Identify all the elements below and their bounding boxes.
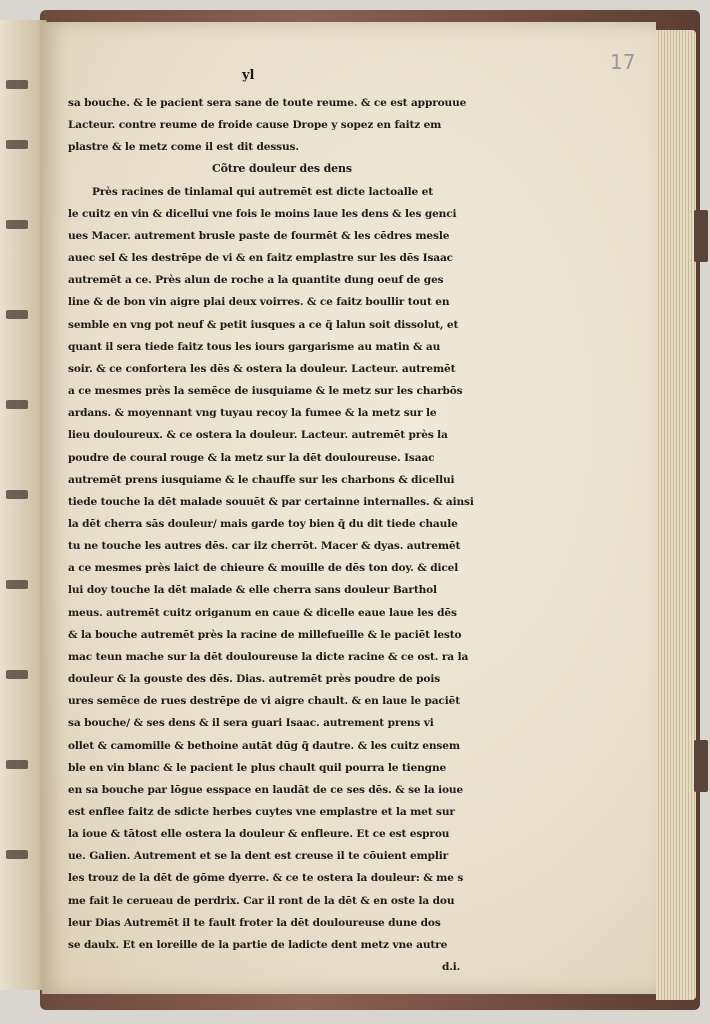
text-line: se daulx. Et en loreille de la partie de ladicte dent metz vne autre xyxy=(68,938,448,951)
text-line: semble en vng pot neuf & petit iusques a ce q̃ lalun soit dissolut, et xyxy=(68,318,459,331)
text-line: les trouz de la dēt de gōme dyerre. & ce te ostera la douleur: & me s xyxy=(68,872,464,885)
text-line: plastre & le metz come il est dit dessus. xyxy=(68,141,299,154)
text-line: meus. autremēt cuitz origanum en caue & dicelle eaue laue les dēs xyxy=(68,606,457,619)
facing-page-text-fragment xyxy=(6,80,28,89)
facing-page-text-fragment xyxy=(6,400,28,409)
text-line: ble en vin blanc & le pacient le plus chault quil pourra le tiengne xyxy=(68,761,447,774)
text-line: douleur & la gouste des dēs. Dias. autremēt près poudre de pois xyxy=(68,673,441,686)
book-page xyxy=(42,22,656,994)
text-line: ardans. & moyennant vng tuyau recoy la fumee & la metz sur le xyxy=(68,407,437,420)
facing-page-text-fragment xyxy=(6,310,28,319)
text-line: Près racines de tinlamal qui autremēt est dicte lactoalle et xyxy=(92,185,433,198)
folio-number: 17 xyxy=(610,50,636,74)
text-line: a ce mesmes près laict de chieure & mouille de dēs ton doy. & dicel xyxy=(68,562,459,575)
text-line: ollet & camomille & bethoine autāt dūg q̃ dautre. & les cuitz ensem xyxy=(68,739,460,752)
text-line: en sa bouche par lōgue esspace en laudāt de ce ses dēs. & se la ioue xyxy=(68,783,464,796)
text-line: a ce mesmes près la semēce de iusquiame & le metz sur les charbōs xyxy=(68,385,463,398)
text-line: autremēt prens iusquiame & le chauffe sur les charbons & dicellui xyxy=(68,473,455,486)
text-line: ues Macer. autrement brusle paste de fourmēt & les cēdres mesle xyxy=(68,229,450,242)
facing-page-text-fragment xyxy=(6,220,28,229)
facing-page-edge xyxy=(0,20,47,990)
text-line: la dēt cherra sās douleur/ mais garde toy bien q̃ du dit tiede chaule xyxy=(68,517,458,530)
text-line: Lacteur. contre reume de froide cause Drope y sopez en faitz em xyxy=(68,119,442,132)
text-line: leur Dias Autremēt il te fault froter la dēt douloureuse dune dos xyxy=(68,916,441,929)
section-heading: Cõtre douleur des dens xyxy=(212,162,352,176)
facing-page-text-fragment xyxy=(6,760,28,769)
text-line: sa bouche/ & ses dens & il sera guari Isaac. autrement prens vi xyxy=(68,717,434,730)
text-line: tu ne touche les autres dēs. car ilz cherrōt. Macer & dyas. autremēt xyxy=(68,540,461,553)
text-line: sa bouche. & le pacient sera sane de toute reume. & ce est approuue xyxy=(68,97,467,109)
facing-page-text-fragment xyxy=(6,490,28,499)
catchword: d.i. xyxy=(442,961,461,974)
page-block-edge xyxy=(656,30,696,1000)
clasp-tab xyxy=(694,210,708,262)
page-text xyxy=(42,92,502,978)
facing-page-text-fragment xyxy=(6,670,28,679)
text-line: la ioue & tātost elle ostera la douleur & enfleure. Et ce est esprou xyxy=(68,828,450,841)
text-line: mac teun mache sur la dēt douloureuse la dicte racine & ce ost. ra la xyxy=(68,650,469,663)
text-line: est enflee faitz de sdicte herbes cuytes vne emplastre et la met sur xyxy=(68,806,455,818)
text-line: lui doy touche la dēt malade & elle cherra sans douleur Barthol xyxy=(68,584,437,597)
text-line: soir. & ce confortera les dēs & ostera la douleur. Lacteur. autremēt xyxy=(68,362,456,375)
text-line: ures semēce de rues destrēpe de vi aigre chault. & en laue le paciēt xyxy=(68,695,460,708)
text-line: auec sel & les destrēpe de vi & en faitz emplastre sur les dēs Isaac xyxy=(68,252,453,265)
text-line: ue. Galien. Autrement et se la dent est creuse il te cōuient emplir xyxy=(68,850,449,863)
running-head: yl xyxy=(242,68,255,83)
clasp-tab xyxy=(694,740,708,792)
text-line: poudre de coural rouge & la metz sur la dēt douloureuse. Isaac xyxy=(68,451,435,464)
text-line: quant il sera tiede faitz tous les iours gargarisme au matin & au xyxy=(68,340,441,353)
text-line: me fait le cerueau de perdrix. Car il ront de la dēt & en oste la dou xyxy=(68,894,455,907)
text-line: lieu douloureux. & ce ostera la douleur. Lacteur. autremēt près la xyxy=(68,429,448,442)
text-line: & la bouche autremēt près la racine de millefueille & le paciēt lesto xyxy=(68,628,462,641)
text-line: le cuitz en vin & dicellui vne fois le moins laue les dens & les genci xyxy=(68,207,457,220)
facing-page-text-fragment xyxy=(6,850,28,859)
text-line: tiede touche la dēt malade souuēt & par certainne internalles. & ainsi xyxy=(68,495,474,508)
text-line: autremēt a ce. Près alun de roche a la quantite dung oeuf de ges xyxy=(68,274,444,287)
facing-page-text-fragment xyxy=(6,580,28,589)
facing-page-text-fragment xyxy=(6,140,28,149)
text-line: line & de bon vin aigre plai deux voirres. & ce faitz boullir tout en xyxy=(68,296,450,309)
